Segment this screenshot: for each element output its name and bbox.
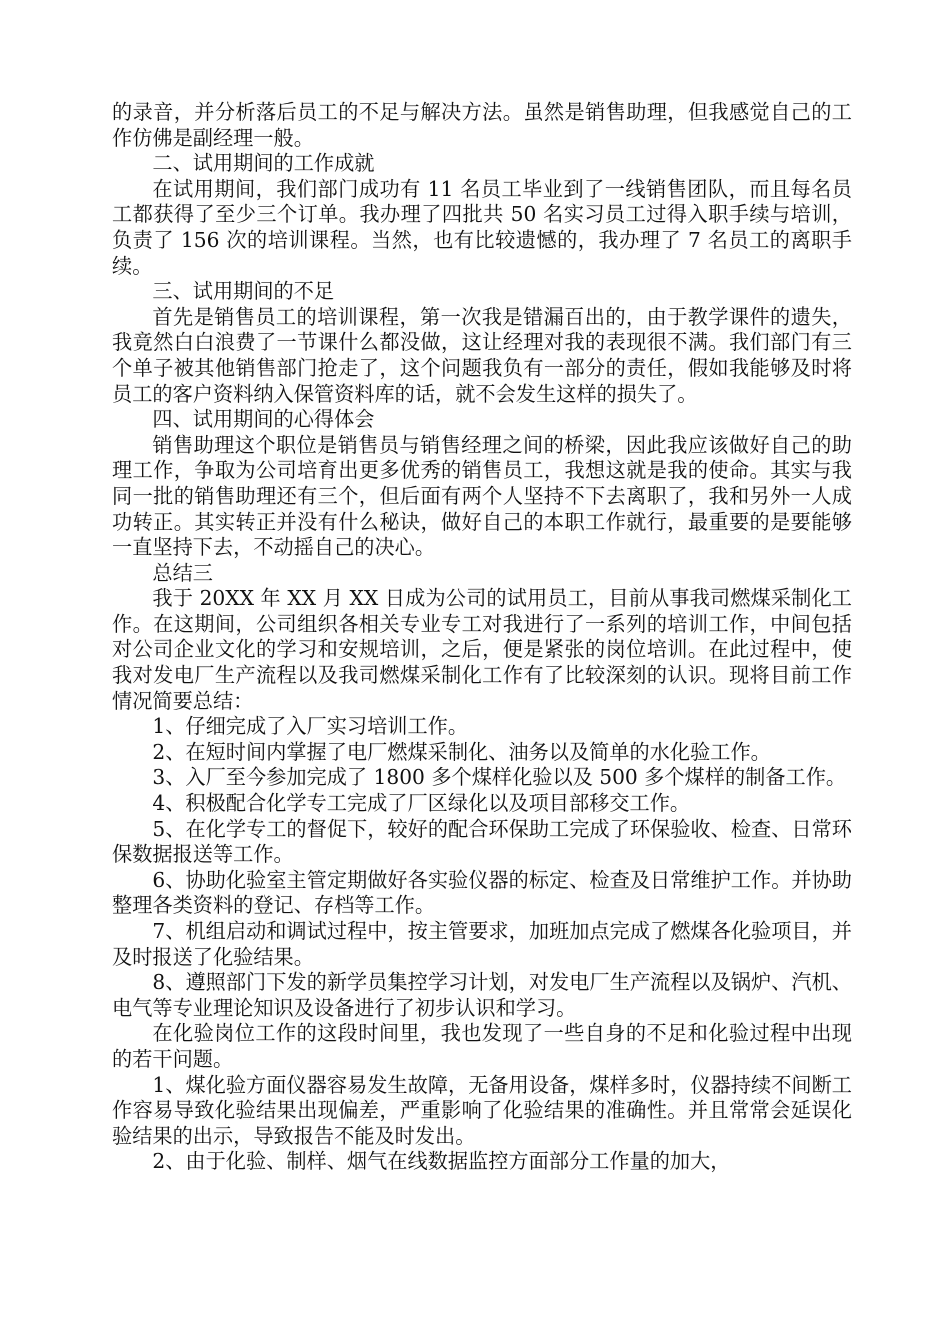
section-heading-summary-three: 总结三 — [152, 560, 213, 585]
list-item-1: 1、仔细完成了入厂实习培训工作。 — [152, 714, 469, 739]
paragraph-achievements: 在试用期间，我们部门成功有 11 名员工毕业到了一线销售团队，而且每名员工都获得了至少三个订单。我办理了四批共 50 名实习员工过得入职手续与培训，负责了 156 次的培训课程。当然，也有比较遗憾的，我办理了 7 名员工的离职手续。 — [112, 176, 852, 278]
list-item-2: 2、在短时间内掌握了电厂燃煤采制化、油务以及简单的水化验工作。 — [152, 739, 771, 764]
list-item-8: 8、遵照部门下发的新学员集控学习计划，对发电厂生产流程以及锅炉、汽机、电气等专业理论知识及设备进行了初步认识和学习。 — [112, 970, 852, 1020]
paragraph-1: 的录音，并分析落后员工的不足与解决方法。虽然是销售助理，但我感觉自己的工作仿佛是副经理一般。 — [112, 100, 852, 150]
paragraph-shortcomings: 首先是销售员工的培训课程，第一次我是错漏百出的，由于教学课件的遗失，我竟然白白浪费了一节课什么都没做，这让经理对我的表现很不满。我们部门有三个单子被其他销售部门抢走了，这个问题我负有一部分的责任，假如我能够及时将员工的客户资料纳入保管资料库的话，就不会发生这样的损失了。 — [112, 304, 852, 406]
list-item-4: 4、积极配合化学专工完成了厂区绿化以及项目部移交工作。 — [152, 791, 691, 816]
paragraph-problems-intro: 在化验岗位工作的这段时间里，我也发现了一些自身的不足和化验过程中出现的若干问题。 — [112, 1021, 852, 1071]
problem-item-2: 2、由于化验、制样、烟气在线数据监控方面部分工作量的加大， — [152, 1149, 731, 1174]
paragraph-experience: 销售助理这个职位是销售员与销售经理之间的桥梁，因此我应该做好自己的助理工作，争取为公司培育出更多优秀的销售员工，我想这就是我的使命。其实与我同一批的销售助理还有三个，但后面有两个人坚持不下去离职了，我和另外一人成功转正。其实转正并没有什么秘诀，做好自己的本职工作就行，最重要的是要能够一直坚持下去，不动摇自己的决心。 — [112, 432, 852, 560]
list-item-5: 5、在化学专工的督促下，较好的配合环保助工完成了环保验收、检查、日常环保数据报送等工作。 — [112, 816, 852, 867]
section-heading-shortcomings: 三、试用期间的不足 — [152, 279, 335, 304]
paragraph-summary-intro: 我于 20XX 年 XX 月 XX 日成为公司的试用员工，目前从事我司燃煤采制化工作。在这期间，公司组织各相关专业专工对我进行了一系列的培训工作，中间包括对公司企业文化的学习和安规培训，之后，便是紧张的岗位培训。在此过程中，使我对发电厂生产流程以及我司燃煤采制化工作有了比较深刻的认识。现将目前工作情况简要总结： — [112, 586, 852, 713]
document-page — [112, 100, 852, 1175]
section-heading-achievements: 二、试用期间的工作成就 — [152, 151, 375, 176]
list-item-6: 6、协助化验室主管定期做好各实验仪器的标定、检查及日常维护工作。并协助整理各类资料的登记、存档等工作。 — [112, 867, 852, 918]
list-item-3: 3、入厂至今参加完成了 1800 多个煤样化验以及 500 多个煤样的制备工作。 — [152, 765, 847, 790]
list-item-7: 7、机组启动和调试过程中，按主管要求，加班加点完成了燃煤各化验项目，并及时报送了化验结果。 — [112, 919, 852, 969]
section-heading-experience: 四、试用期间的心得体会 — [152, 407, 375, 432]
problem-item-1: 1、煤化验方面仪器容易发生故障，无备用设备，煤样多时，仪器持续不间断工作容易导致化验结果出现偏差，严重影响了化验结果的准确性。并且常常会延误化验结果的出示，导致报告不能及时发出。 — [112, 1072, 852, 1148]
